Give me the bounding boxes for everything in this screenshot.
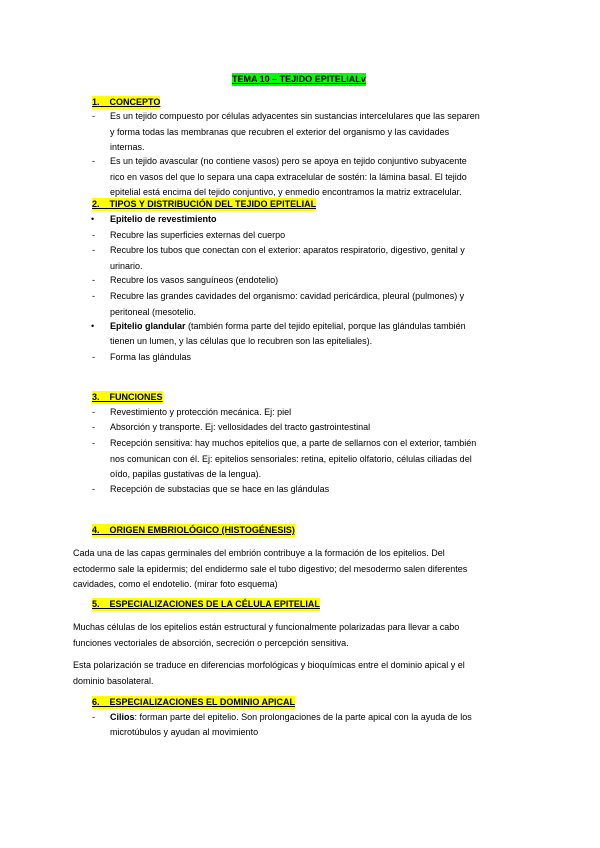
- text-line: Cada una de las capas germinales del embrión contribuye a la formación de los epitelios. Del: [73, 548, 445, 558]
- text-line: epitelial está encima del tejido conjuntivo, y enmedio encontramos la matriz extracelular.: [110, 187, 462, 197]
- text-line: peritoneal (mesotelio.: [110, 306, 197, 317]
- text-line: Es un tejido avascular (no contiene vasos) pero se apoya en tejido conjuntivo subyacente: [110, 156, 467, 166]
- dash-bullet: -: [92, 291, 95, 301]
- text-line: internas.: [110, 142, 145, 152]
- section-6-heading: [92, 696, 295, 709]
- s6-dash-1: [110, 711, 472, 724]
- text-line: oído, papilas gustativas de la lengua).: [110, 469, 262, 479]
- text-line: Recubre las grandes cavidades del organismo: cavidad pericárdica, pleural (pulmones) y: [110, 291, 465, 301]
- s3-dash-2: Absorción y transporte. Ej: vellosidades del tracto gastrointestinal: [110, 422, 371, 432]
- text-line: funciones vectoriales de absorción, secreción o percepción sensitiva.: [73, 637, 349, 648]
- s2-dash-4: [110, 289, 464, 320]
- text-line: nos comunican con él. Ej: epitelios sensoriales: retina, epitelio olfatorio, células ciliadas del: [110, 453, 472, 464]
- text-line: Es un tejido compuesto por células adyacentes sin sustancias intercelulares que las separen: [110, 111, 480, 121]
- text-line: Recubre los tubos que conectan con el exterior: aparatos respiratorio, digestivo, genital y: [110, 245, 465, 255]
- s2-dash-2: [110, 243, 465, 274]
- section-2-title: TIPOS Y DISTRIBUCIÓN DEL TEJIDO EPITELIAL: [109, 199, 317, 209]
- s5-paragraph-1: [73, 620, 459, 651]
- s2-dot-2: [110, 320, 466, 333]
- section-1-heading: [92, 96, 160, 109]
- section-1-number: 1.: [92, 97, 100, 107]
- section-2-number: 2.: [92, 199, 100, 209]
- section-5-title: ESPECIALIZACIONES DE LA CÉLULA EPITELIAL: [109, 599, 320, 609]
- section-5-number: 5.: [92, 599, 100, 609]
- s6-dash-1-line-2: microtúbulos y ayudan al movimiento: [110, 727, 259, 737]
- dash-bullet: -: [92, 352, 95, 362]
- section-4-title: ORIGEN EMBRIOLÓGICO (HISTOGÉNESIS): [109, 525, 295, 535]
- text-line: urinario.: [110, 260, 143, 271]
- section-2-heading: [92, 198, 316, 211]
- s1-bullet-1: [110, 109, 480, 156]
- text-line: y forma todas las membranas que recubren el exterior del organismo y las cavidades: [110, 126, 450, 137]
- document-title: TEMA 10 – TEJIDO EPITELIALv: [232, 74, 366, 84]
- s2-dash-1: Recubre las superficies externas del cuerpo: [110, 230, 286, 240]
- dash-bullet: -: [92, 245, 95, 255]
- dash-bullet: -: [92, 156, 95, 166]
- s2-dot-1: Epitelio de revestimiento: [110, 214, 217, 224]
- text-line: dominio basolateral.: [73, 675, 154, 686]
- section-3-number: 3.: [92, 392, 100, 402]
- section-5-heading: [92, 598, 320, 611]
- dash-bullet: -: [92, 712, 95, 722]
- text-line: rico en vasos del que lo separa una capa extracelular de sostén: la lámina basal. El tejido: [110, 171, 467, 182]
- s3-dash-1: Revestimiento y protección mecánica. Ej: piel: [110, 407, 292, 417]
- dot-bullet: •: [91, 214, 95, 224]
- s2-dot-2-line-2: tienen un lumen, y las células que lo recubren son las epiteliales).: [110, 336, 373, 346]
- text-line: Recepción sensitiva: hay muchos epitelios que, a parte de sellarnos con el exterior, también: [110, 438, 477, 448]
- s4-paragraph: [73, 546, 467, 593]
- dash-bullet: -: [92, 484, 95, 494]
- dot-bullet: •: [91, 321, 95, 331]
- section-3-heading: [92, 391, 163, 404]
- s6-dash-1-rest: : forman parte del epitelio. Son prolongaciones de la parte apical con la ayuda de los: [134, 712, 472, 722]
- text-line: Esta polarización se traduce en diferencias morfológicas y bioquímicas entre el dominio apical y el: [73, 660, 465, 670]
- dash-bullet: -: [92, 407, 95, 417]
- section-3-title: FUNCIONES: [109, 392, 163, 402]
- section-6-title: ESPECIALIZACIONES EL DOMINIO APICAL: [109, 697, 296, 707]
- section-4-heading: [92, 524, 295, 537]
- dash-bullet: -: [92, 230, 95, 240]
- text-line: Muchas células de los epitelios están estructural y funcionalmente polarizadas para llevar a cabo: [73, 622, 460, 632]
- s2-dash-5: Forma las glándulas: [110, 352, 192, 362]
- section-6-number: 6.: [92, 697, 100, 707]
- dash-bullet: -: [92, 275, 95, 285]
- s2-dot-2-bold: Epitelio glandular: [110, 321, 186, 331]
- dash-bullet: -: [92, 422, 95, 432]
- s1-bullet-2: [110, 154, 467, 201]
- s2-dash-3: Recubre los vasos sanguíneos (endotelio): [110, 275, 279, 285]
- section-1-title: CONCEPTO: [109, 97, 161, 107]
- s3-dash-4: Recepción de substacias que se hace en las glándulas: [110, 484, 330, 494]
- text-line: ectodermo sale la epidermis; del endidermo sale el tubo digestivo; del mesodermo salen diferentes: [73, 563, 468, 574]
- s3-dash-3: [110, 436, 476, 483]
- dash-bullet: -: [92, 438, 95, 448]
- s6-dash-1-bold: Cilios: [110, 712, 135, 722]
- text-line: cavidades, como el endotelio. (mirar foto esquema): [73, 579, 278, 589]
- s2-dot-2-rest: (también forma parte del tejido epitelial, porque las glándulas también: [185, 321, 466, 331]
- s5-paragraph-2: [73, 658, 465, 689]
- dash-bullet: -: [92, 111, 95, 121]
- section-4-number: 4.: [92, 525, 100, 535]
